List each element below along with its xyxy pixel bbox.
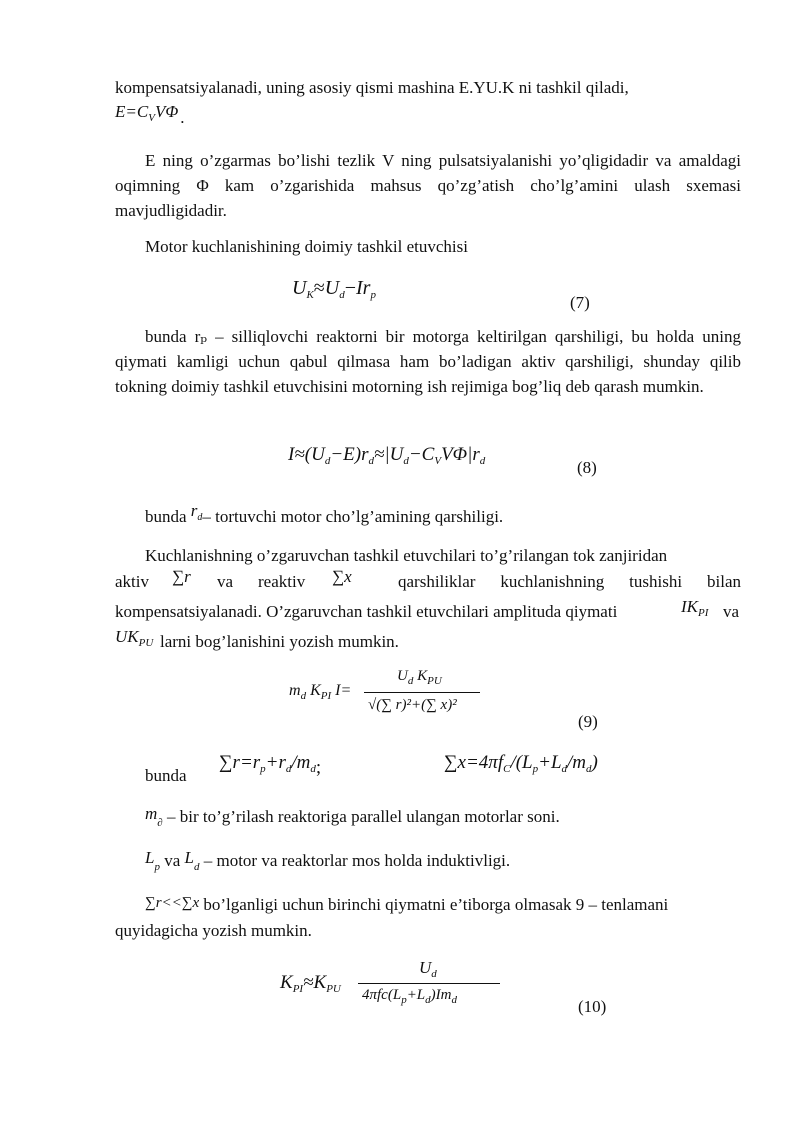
paragraph-1-line: kompensatsiyalanadi, uning asosiy qismi mashina E.YU.K ni tashkil qiladi, (115, 78, 629, 97)
equation-7: $U_K\approx U_d-Ir_p$ (292, 277, 376, 301)
line-md: $m_\partial$ – bir to’g’rilash reaktoriga parallel ulangan motorlar soni. (145, 804, 560, 829)
equation-10-lhs: $K_{PI}\approx K_{PU}$ (280, 972, 341, 995)
paragraph-6-line3: kompensatsiyalanadi. O’zgaruvchan tashkil etuvchilari amplituda qiymati (115, 602, 618, 621)
equation-number-8: (8) (577, 458, 597, 477)
equation-9-lhs: $m_d$ $K_{PI}$ I= (289, 682, 352, 702)
paragraph-4: bunda rₚ – silliqlovchi reaktorni bir motorga keltirilgan qarshiligi, bu holda uning qiymati kamligi uchun qabul qilmasa ham bo’ladigan aktiv qarshiligi, shunday qilib tokning doimiy tashkil etuvchisini motorning ish rejimiga bog’liq deb qarash mumkin. (115, 327, 741, 396)
paragraph-6-line2-aktiv: aktiv (115, 572, 149, 591)
paragraph-6-line4: larni bog’lanishini yozish mumkin. (160, 632, 399, 651)
equation-number-9: (9) (578, 712, 598, 731)
paragraph-5: bunda $r_d-$ tortuvchi motor cho’lg’amining qarshiligi. (145, 501, 504, 526)
sum-r-symbol: ∑r (172, 567, 191, 586)
paragraph-6-line1: Kuchlanishning o’zgaruvchan tashkil etuvchilari to’g’rilangan tok zanjiridan (145, 546, 668, 565)
equation-number-10: (10) (578, 997, 607, 1016)
inline-equation-e: $E=C_VV\Phi$ . (115, 102, 185, 127)
sum-x-symbol: ∑x (332, 567, 352, 586)
equation-sum-r: $\sum r=r_p+r_d/m_d$; (219, 752, 322, 778)
paragraph-3: Motor kuchlanishining doimiy tashkil etuvchisi (145, 237, 468, 256)
fraction-bar-10 (358, 983, 500, 984)
equation-8: $I\approx(U_d-E)r_d\approx|U_d-C_VV\Phi|r_d$ (288, 444, 486, 467)
bunda-label: bunda (145, 766, 187, 785)
fraction-bar-9 (364, 692, 480, 693)
equation-number-7: (7) (570, 293, 590, 312)
line-sum-compare-2: quyidagicha yozish mumkin. (115, 921, 312, 940)
symbol-ik-pi: $IK_{PI}$ (681, 597, 709, 619)
paragraph-6-va2: va (723, 602, 740, 621)
line-inductance: $L_p$ va $L_d$ – motor va reaktorlar mos holda induktivligi. (145, 848, 511, 873)
paragraph-6-rest: qarshiliklar kuchlanishning tushishi bilan (398, 572, 741, 591)
equation-10-numerator: $U_d$ (419, 958, 437, 980)
paragraph-2: E ning o’zgarmas bo’lishi tezlik V ning pulsatsiyalanishi yo’qligidadir va amaldagi oqimning Φ kam o’zgarishida mahsus qo’zg’atish cho’lg’amini ulash sxemasi mavjudligidadir. (115, 151, 741, 220)
equation-10-denominator: $4\pi fc(L_p+L_d)Im_d$ (362, 987, 457, 1006)
equation-sum-x: $\sum x=4\pi f_C/(L_p+L_d/m_d)$ (444, 752, 598, 775)
line-sum-compare: ∑r<<∑x bo’lganligi uchun birinchi qiymatni e’tiborga olmasak 9 – tenlamani (145, 895, 669, 914)
symbol-uk-pu: $UK_{PU}$ (115, 627, 154, 649)
equation-9-denominator: √(∑ r)²+(∑ x)² (368, 697, 457, 713)
symbol-r: $r_d$ (190, 501, 203, 523)
equation-9-numerator: $U_d$ $K_{PU}$ (397, 668, 442, 687)
paragraph-6-va: va (217, 572, 234, 591)
paragraph-6-reaktiv: reaktiv (258, 572, 306, 591)
